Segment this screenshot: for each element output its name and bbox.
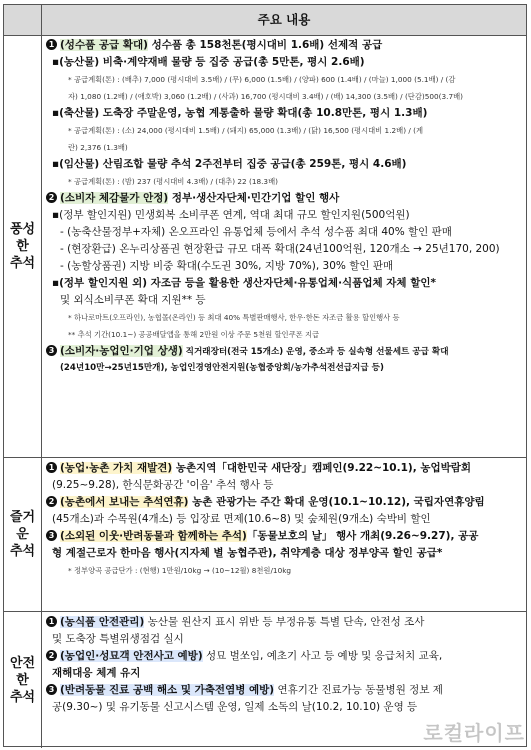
watermark: 로컬라이프 [423,721,525,745]
item-line: 3 (소비자·농업인·기업 상생) 직거래장터(전국 15개소) 운영, 중소과 등 실속형 선물세트 공급 확대 [46,343,526,360]
item-line: - (농축산물정부+자체) 온오프라인 유통업체 등에서 추석 성수품 최대 40% 할인 판매 [60,226,452,238]
item-line: 3 (반려동물 진료 공백 해소 및 가축전염병 예방) 연휴기간 진료가능 동물병원 정보 제 [46,682,526,699]
item-line: - (농할상품권) 지방 비중 확대(수도권 30%, 지방 70%), 30% 할인 판매 [60,260,394,272]
item-line: - (현장환급) 온누리상품권 현장환급 규모 대폭 확대(24년100억원, 120개소 → 25년170, 200) [60,243,500,255]
section-abundant [4,35,526,458]
note-line: * 하나로마트(오프라인), 농협몰(온라인) 등 최대 40% 특별판매행사, 한우·한돈 자조금 활용 할인행사 등 [68,313,400,322]
item-line: ▪(정부 할인지원 외) 자조금 등을 활용한 생산자단체·유통업체·식품업체 자체 할인* [52,277,437,289]
note-line: * 공급계획(톤) : (배추) 7,000 (평시대비 3.5배) / (무) 6,000 (1.5배) / (양파) 600 (1.4배) / (마늘) 1,000 (5.1배) / (감 [68,75,456,84]
header-category-cell [4,5,42,35]
section-body [42,458,526,611]
note-line: * 정부양곡 공급단가 : (현행) 1만원/10kg → (10~12월) 8천원/10kg [68,566,292,575]
item-line: 2 (농업인·성묘객 안전사고 예방) 성묘 벌쏘임, 예초기 사고 등 예방 및 응급처치 교육, [46,648,526,665]
note-line: * 공급계획(톤) : (소) 24,000 (평시대비 1.5배) / (돼지) 65,000 (1.3배) / (닭) 16,500 (평시대비 1.2배) / (계 [68,126,424,135]
item-line: 및 도축장 특별위생점검 실시 [52,633,184,645]
item-line: 형 계절근로자 한마음 행사(지자체 별 농협주관), 취약계층 대상 정부양곡 할인 공급* [52,547,443,559]
item-line: (45개소)과 수목원(4개소) 등 입장료 면제(10.6~8) 및 숲체원(9개소) 숙박비 할인 [52,513,431,525]
note-line: * 공급계획(톤) : (밤) 237 (평시대비 4.3배) / (대추) 22 (18.3배) [68,177,278,186]
section-body [42,35,526,457]
item-line: 공(9.30~) 및 유기동물 신고시스템 운영, 일제 소독의 날(10.2, 10.10) 운영 등 [52,701,418,713]
item-line: ▪(농산물) 비축·계약재배 물량 등 집중 공급(총 5만톤, 평시 2.6배) [52,56,365,68]
note-line: 란) 2,376 (1.3배) [68,143,128,152]
table-header [4,5,526,36]
section-category: 안전 한 추석 [4,612,42,748]
section-category: 풍성 한 추석 [4,35,42,457]
item-line: (9.25~9.28), 한식문화공간 '이음' 추석 행사 등 [52,479,274,491]
item-line: ▪(임산물) 산림조합 물량 추석 2주전부터 집중 공급(총 259톤, 평시 4.6배) [52,158,407,170]
item-line: ▪(축산물) 도축장 주말운영, 농협 계통출하 물량 확대(총 10.8만톤, 평시 1.3배) [52,107,428,119]
section-joyful [4,458,526,612]
item-line: 재해대응 체계 유지 [52,667,141,679]
note-line: ** 추석 기간(10.1~) 공공배달앱을 통해 2만원 이상 주문 5천원 할인쿠폰 지급 [68,330,320,339]
header-title: 주요 내용 [257,12,311,27]
item-line: 3 (소외된 이웃·반려동물과 함께하는 추석)「동물보호의 날」 행사 개최(9.26~9.27), 공공 [46,528,526,545]
item-line: 1 (농업·농촌 가치 재발견) 농촌지역「대한민국 새단장」캠페인(9.22~10.1), 농업박람회 [46,460,526,477]
item-line: 1 (성수품 공급 확대) 성수품 총 158천톤(평시대비 1.6배) 선제적 공급 [46,37,526,54]
item-line: 2 (농촌에서 보내는 추석연휴) 농촌 관광가는 주간 확대 운영(10.1~10.12), 국립자연휴양림 [46,494,526,511]
note-line: 자) 1,080 (1.2배) / (애호박) 3,060 (1.2배) / (사과) 16,700 (평시대비 3.4배) / (배) 14,300 (3.5배) / (단감)500(3.7배) [68,92,464,101]
item-line: ▪(정부 할인지원) 민생회복 소비쿠폰 연계, 역대 최대 규모 할인지원(500억원) [52,209,410,221]
section-category: 즐거 운 추석 [4,458,42,611]
item-line: 1 (농식품 안전관리) 농산물 원산지 표시 위반 등 부정유통 특별 단속, 안전성 조사 [46,614,526,631]
item-line: 2 (소비자 체감물가 안정) 정부·생산자단체·민간기업 할인 행사 [46,190,526,207]
item-line: 및 외식소비쿠폰 확대 지원** 등 [60,294,206,306]
item-line: (24년10만→25년15만개), 농업인경영안전지원(농협중앙회/농가추석전선급지급 등) [60,363,384,373]
content-table [3,4,527,747]
